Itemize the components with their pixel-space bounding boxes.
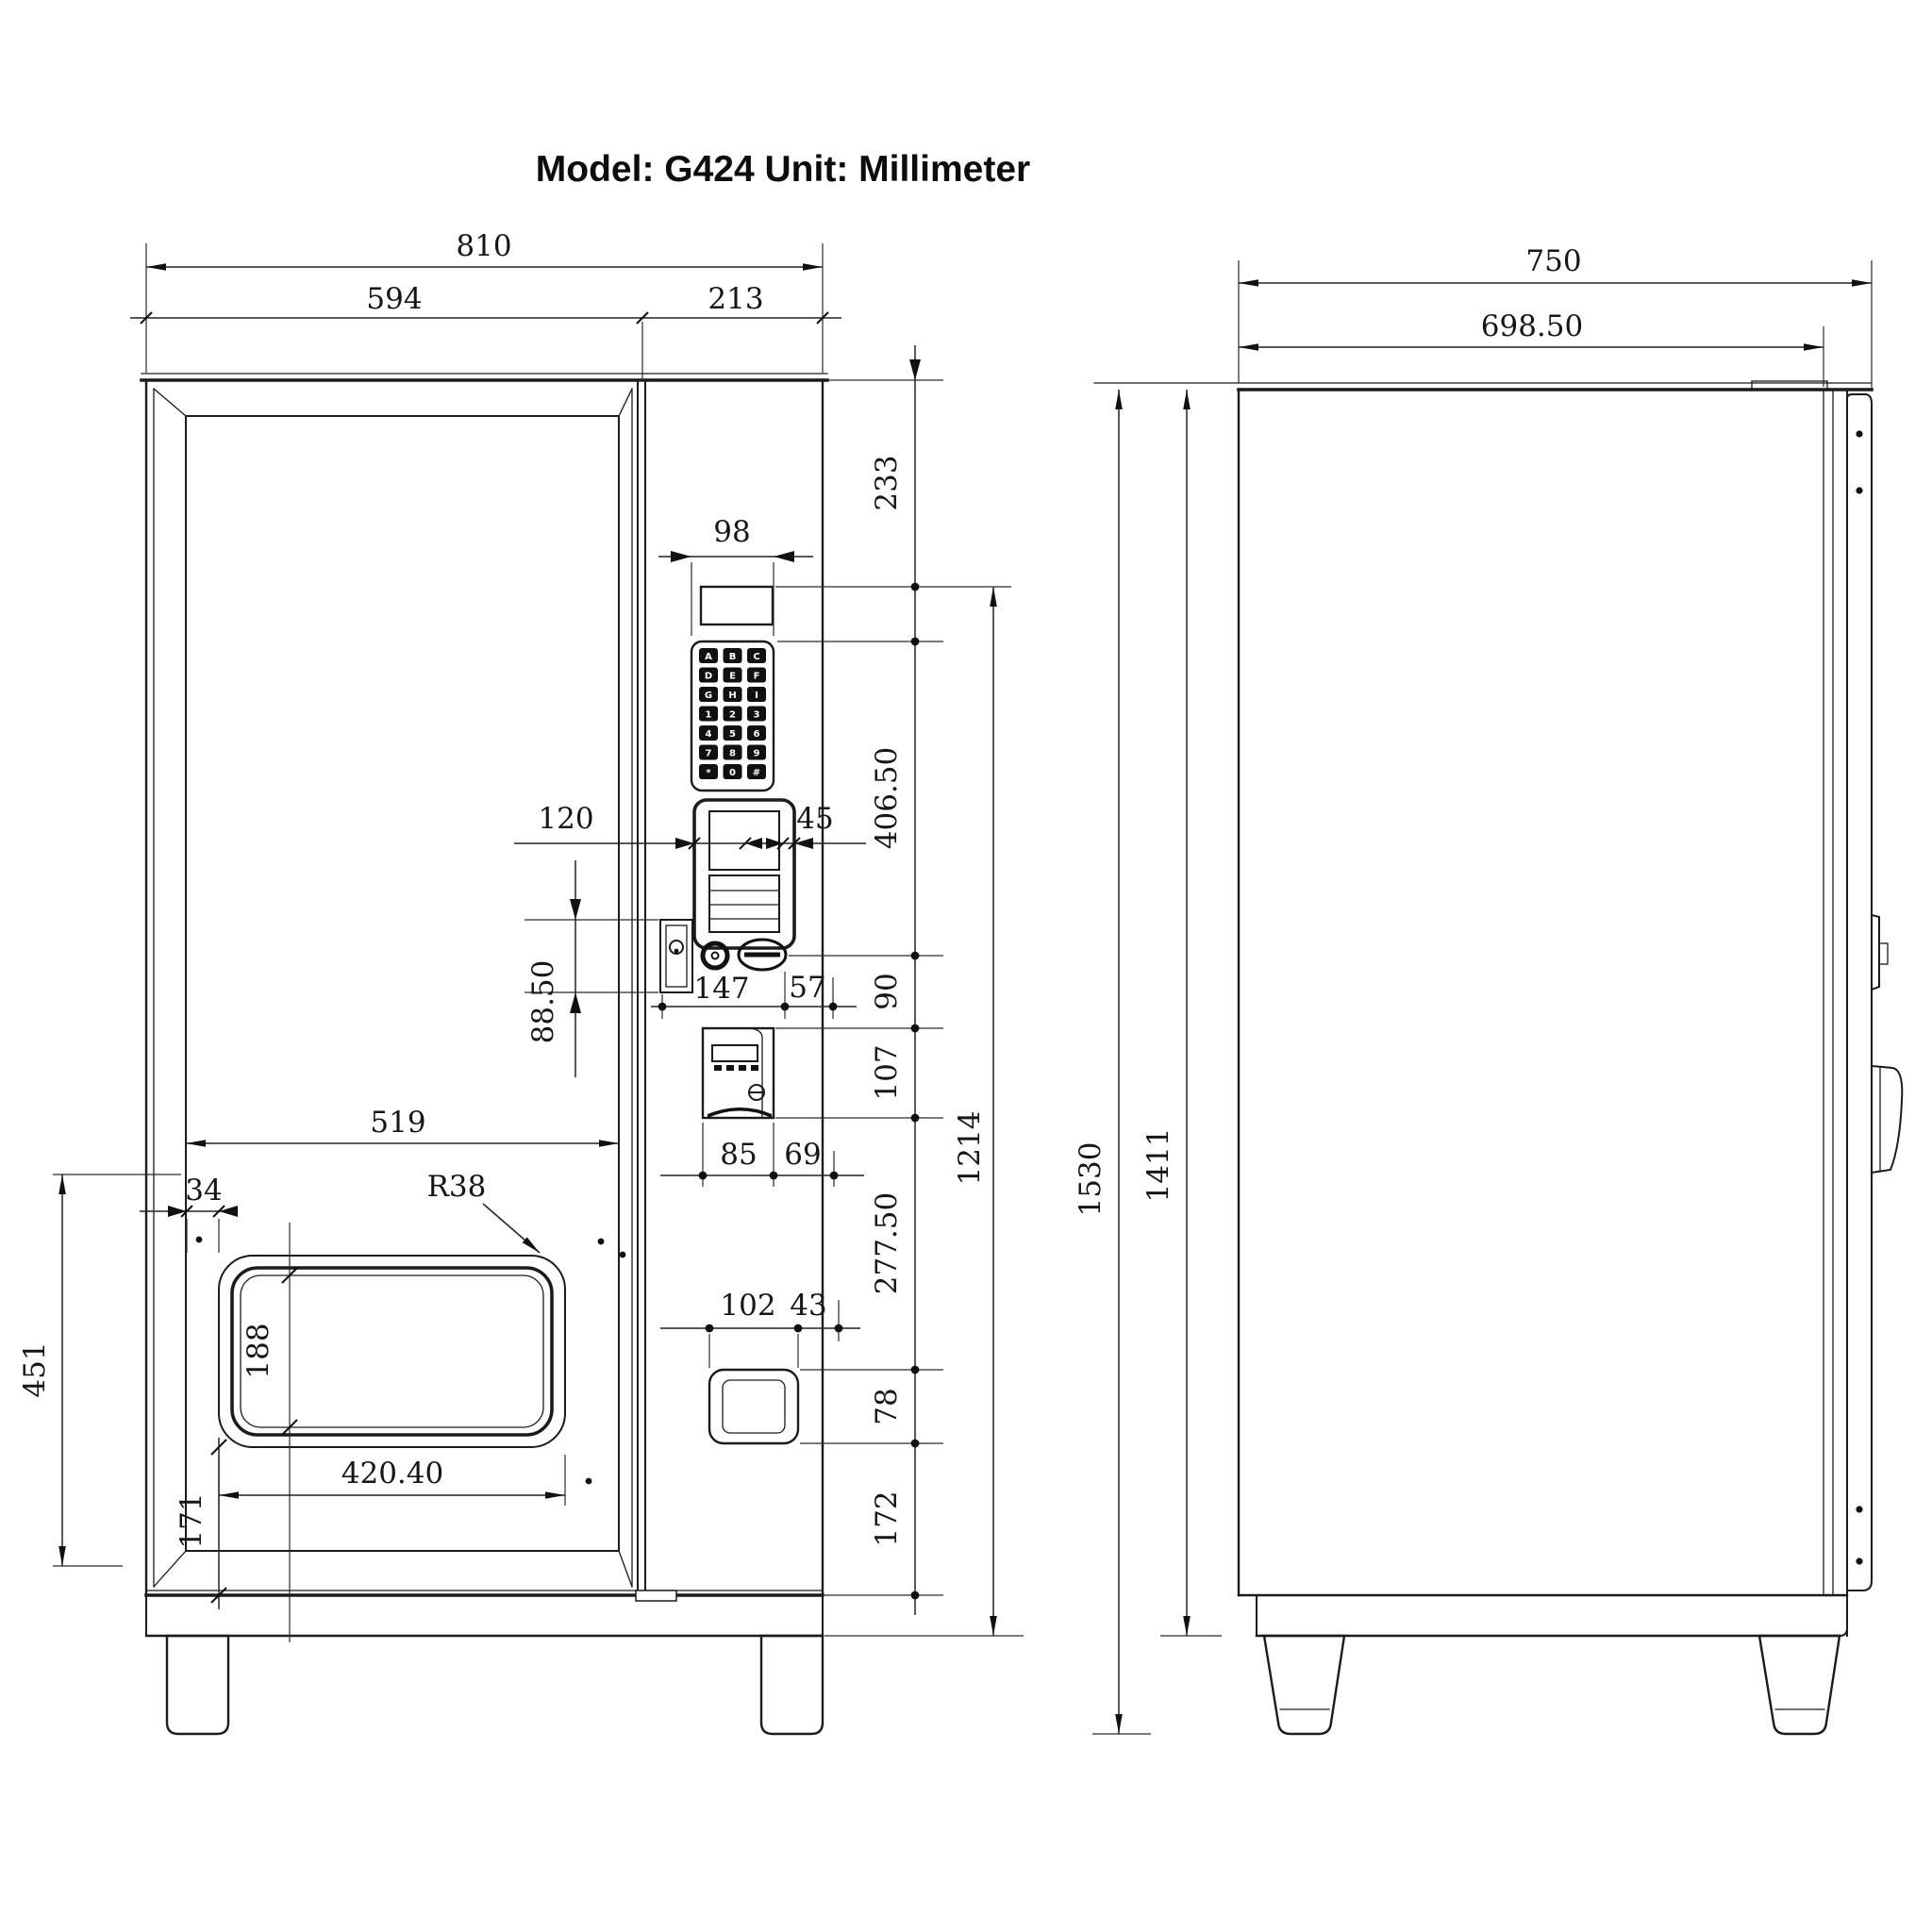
keypad-key-glyph: 8: [729, 748, 736, 759]
side-lock-plate: [1872, 915, 1888, 990]
dim-label-78: 78: [870, 1388, 904, 1425]
dim-body-depth: [1239, 309, 1824, 387]
keypad-key-glyph: G: [704, 691, 713, 701]
dim-label-r38: R38: [426, 1170, 487, 1204]
dim-label-594: 594: [366, 282, 423, 316]
keypad-key-glyph: 5: [729, 729, 736, 740]
dim-label-277-50: 277.50: [870, 1191, 904, 1295]
dim-label-43: 43: [790, 1289, 827, 1323]
keypad-key-glyph: H: [728, 691, 737, 701]
keypad-key-glyph: *: [706, 768, 711, 778]
keypad-key-glyph: A: [705, 652, 712, 662]
dim-label-102: 102: [720, 1289, 776, 1323]
bill-acceptor: [694, 800, 794, 948]
keypad-key-glyph: 6: [753, 729, 760, 740]
dim-label-98: 98: [713, 515, 751, 549]
dim-label-88-50: 88.50: [526, 959, 560, 1044]
dim-label-57: 57: [789, 971, 826, 1005]
side-dimensions: [1074, 244, 1872, 1734]
selection-display: [701, 587, 773, 625]
drawing-title: Model: G424 Unit: Millimeter: [535, 149, 1031, 190]
dim-label-1214: 1214: [953, 1110, 987, 1186]
keypad-key-glyph: E: [729, 671, 736, 682]
dim-label-451: 451: [18, 1341, 52, 1398]
dim-port-zone-height: [18, 1174, 181, 1566]
dim-label-698-50: 698.50: [1480, 309, 1584, 343]
side-hinge-dots: [1856, 430, 1862, 1564]
keypad-key-glyph: 9: [753, 748, 760, 759]
side-legs: [1264, 1636, 1840, 1734]
dim-label-90: 90: [870, 973, 904, 1010]
dim-label-213: 213: [708, 282, 764, 316]
keypad-keys: [699, 648, 766, 779]
dim-label-171: 171: [175, 1492, 208, 1549]
keypad-key-glyph: 2: [729, 709, 736, 721]
dim-label-750: 750: [1525, 244, 1582, 278]
keypad-key-glyph: 1: [705, 709, 712, 721]
door-gap-notch: [636, 1591, 676, 1601]
keypad-key-glyph: F: [753, 671, 760, 682]
dim-door-panel-width: [130, 282, 841, 380]
dim-label-810: 810: [456, 229, 512, 263]
dim-keypad-width: [658, 515, 813, 636]
front-legs: [167, 1636, 823, 1734]
keypad-key-glyph: B: [728, 652, 737, 662]
keypad-key-glyph: 4: [705, 729, 712, 740]
dim-label-1411: 1411: [1141, 1127, 1175, 1203]
side-view: [1094, 381, 1902, 1734]
dim-panel-height: [953, 587, 993, 1636]
dim-bill-widths: [514, 802, 866, 849]
keypad-key-glyph: 3: [753, 709, 760, 721]
dim-port-radius: [427, 1170, 540, 1253]
dim-label-107: 107: [870, 1044, 904, 1101]
service-hatch: [709, 1370, 798, 1443]
keypad: [691, 641, 774, 791]
dim-label-1530: 1530: [1074, 1141, 1108, 1217]
dim-reader-widths: [660, 1123, 864, 1187]
door-lock: [660, 920, 692, 992]
dim-label-85: 85: [720, 1138, 758, 1172]
side-door-handle: [1872, 1066, 1902, 1173]
dim-window-width: [186, 1106, 619, 1143]
side-cabinet-outline: [1094, 381, 1872, 1636]
keypad-key-glyph: 0: [729, 768, 736, 778]
front-view: [142, 374, 827, 1734]
dim-body-height: [1141, 390, 1222, 1636]
dim-label-188: 188: [242, 1323, 275, 1379]
dim-total-height: [1074, 390, 1151, 1734]
dim-label-45: 45: [796, 802, 834, 836]
keypad-key-glyph: D: [704, 671, 713, 682]
dim-label-69: 69: [784, 1138, 822, 1172]
front-dimensions: [18, 229, 1024, 1642]
keypad-key-glyph: 7: [705, 748, 712, 759]
dim-label-147: 147: [693, 972, 750, 1006]
keypad-key-glyph: C: [753, 652, 760, 662]
dim-label-120: 120: [538, 802, 594, 836]
dim-port-to-base: [175, 1438, 226, 1609]
dim-label-406-50: 406.50: [870, 746, 904, 850]
dim-label-519: 519: [370, 1106, 426, 1140]
dim-port-width: [219, 1455, 565, 1506]
keypad-key-glyph: #: [752, 768, 761, 778]
dim-label-34: 34: [185, 1174, 223, 1208]
dim-label-233: 233: [870, 455, 904, 511]
dim-coin-widths: [651, 971, 857, 1019]
dim-label-172: 172: [870, 1491, 904, 1547]
dim-label-420-40: 420.40: [341, 1457, 444, 1491]
coin-return: [739, 940, 786, 970]
keypad-key-glyph: I: [755, 691, 758, 701]
card-reader: [703, 1028, 774, 1118]
dim-hatch-widths: [660, 1289, 860, 1368]
